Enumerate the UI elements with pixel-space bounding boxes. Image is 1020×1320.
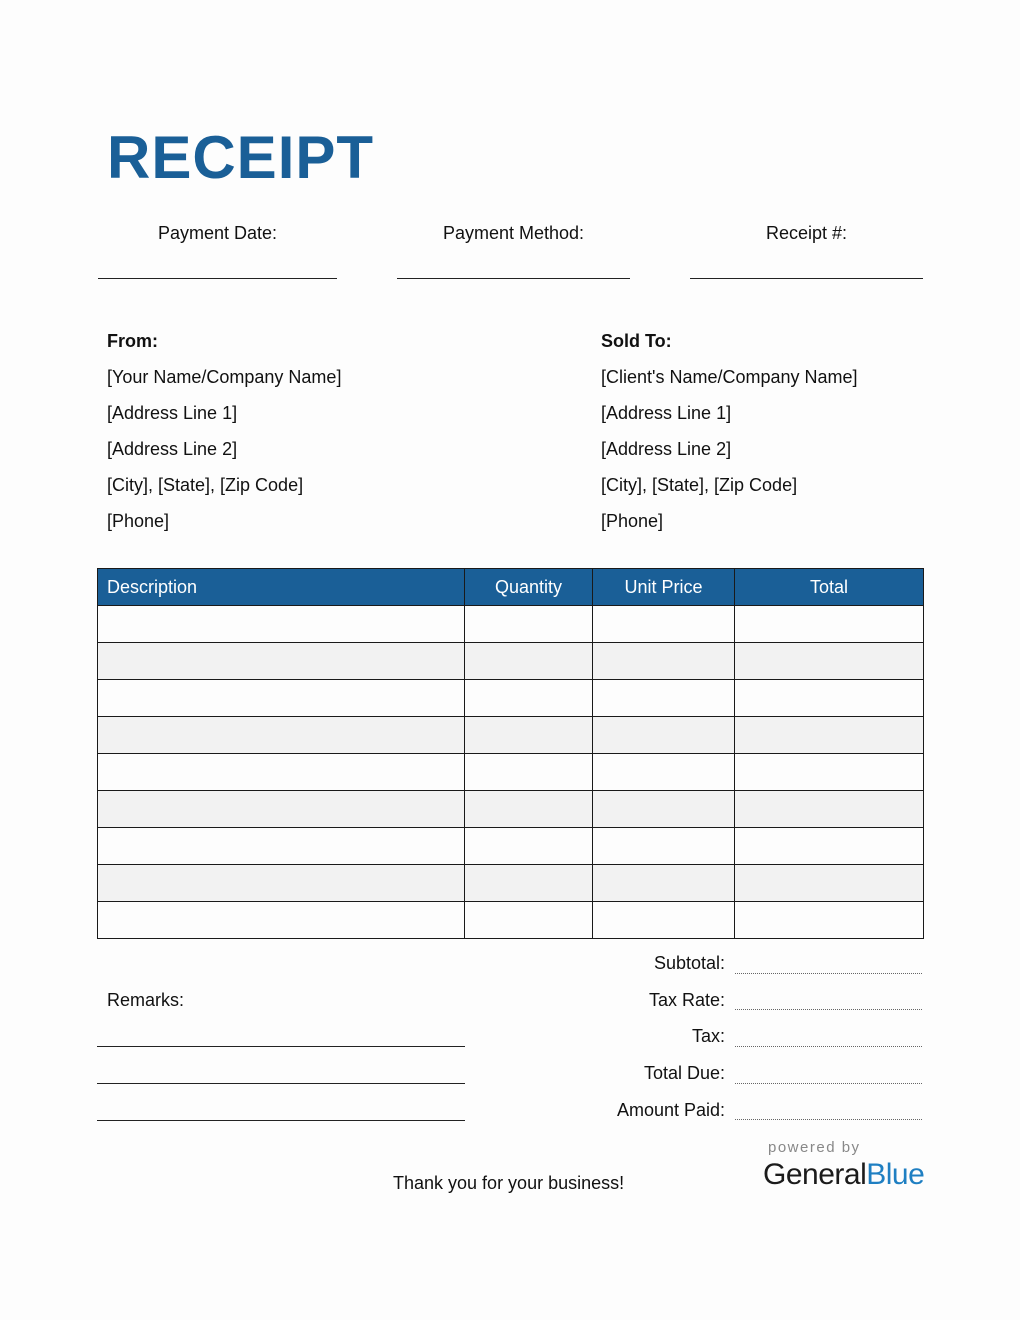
quantity-cell[interactable] (465, 606, 593, 643)
total-cell[interactable] (735, 791, 924, 828)
quantity-cell[interactable] (465, 717, 593, 754)
remarks-line-3[interactable] (97, 1120, 465, 1121)
receipt-number-line[interactable] (690, 278, 923, 279)
total-cell[interactable] (735, 717, 924, 754)
from-name: [Your Name/Company Name] (107, 367, 342, 387)
payment-method-label: Payment Method: (442, 223, 585, 243)
table-row (98, 717, 924, 754)
tax-rate-field[interactable] (735, 1009, 922, 1010)
unit-price-cell[interactable] (593, 902, 735, 939)
from-heading: From: (107, 331, 158, 351)
sold-to-heading: Sold To: (601, 331, 672, 351)
table-header-row (98, 569, 924, 606)
sold-to-phone: [Phone] (601, 511, 664, 531)
table-row (98, 680, 924, 717)
from-address-line-2: [Address Line 2] (107, 439, 238, 459)
total-due-label: Total Due: (643, 1063, 725, 1083)
description-cell[interactable] (98, 828, 465, 865)
description-cell[interactable] (98, 606, 465, 643)
tax-rate-label: Tax Rate: (648, 990, 725, 1010)
total-cell[interactable] (735, 606, 924, 643)
quantity-cell[interactable] (465, 902, 593, 939)
from-phone: [Phone] (107, 511, 170, 531)
unit-price-cell[interactable] (593, 680, 735, 717)
table-row (98, 902, 924, 939)
table-row (98, 828, 924, 865)
sold-to-city-state-zip: [City], [State], [Zip Code] (601, 475, 798, 495)
thank-you-message: Thank you for your business! (393, 1173, 625, 1193)
quantity-cell[interactable] (465, 643, 593, 680)
remarks-line-1[interactable] (97, 1046, 465, 1047)
payment-method-line[interactable] (397, 278, 630, 279)
from-address-line-1: [Address Line 1] (107, 403, 238, 423)
quantity-cell[interactable] (465, 865, 593, 902)
quantity-cell[interactable] (465, 754, 593, 791)
header-unit-price: Unit Price (593, 569, 735, 606)
description-cell[interactable] (98, 865, 465, 902)
description-cell[interactable] (98, 754, 465, 791)
unit-price-cell[interactable] (593, 606, 735, 643)
payment-date-line[interactable] (98, 278, 337, 279)
unit-price-cell[interactable] (593, 828, 735, 865)
logo-text-blue: Blue (866, 1158, 925, 1191)
unit-price-cell[interactable] (593, 643, 735, 680)
remarks-line-2[interactable] (97, 1083, 465, 1084)
logo-text-general: General (763, 1158, 867, 1191)
total-cell[interactable] (735, 828, 924, 865)
receipt-number-label: Receipt #: (765, 223, 848, 243)
description-cell[interactable] (98, 680, 465, 717)
unit-price-cell[interactable] (593, 865, 735, 902)
total-cell[interactable] (735, 865, 924, 902)
total-cell[interactable] (735, 680, 924, 717)
description-cell[interactable] (98, 643, 465, 680)
subtotal-field[interactable] (735, 973, 922, 974)
powered-by-text: powered by (768, 1139, 861, 1156)
from-city-state-zip: [City], [State], [Zip Code] (107, 475, 304, 495)
unit-price-cell[interactable] (593, 754, 735, 791)
remarks-label: Remarks: (107, 990, 185, 1010)
table-row (98, 791, 924, 828)
amount-paid-field[interactable] (735, 1119, 922, 1120)
header-description: Description (98, 569, 465, 606)
table-row (98, 606, 924, 643)
table-row (98, 865, 924, 902)
total-due-field[interactable] (735, 1083, 922, 1084)
sold-to-address-line-2: [Address Line 2] (601, 439, 732, 459)
description-cell[interactable] (98, 902, 465, 939)
total-cell[interactable] (735, 754, 924, 791)
items-table (97, 568, 924, 939)
description-cell[interactable] (98, 717, 465, 754)
unit-price-cell[interactable] (593, 717, 735, 754)
generalblue-logo (763, 1157, 924, 1193)
sold-to-name: [Client's Name/Company Name] (601, 367, 858, 387)
amount-paid-label: Amount Paid: (616, 1100, 725, 1120)
quantity-cell[interactable] (465, 828, 593, 865)
tax-label: Tax: (691, 1026, 725, 1046)
total-cell[interactable] (735, 643, 924, 680)
tax-field[interactable] (735, 1046, 922, 1047)
table-row (98, 754, 924, 791)
sold-to-address-line-1: [Address Line 1] (601, 403, 732, 423)
payment-date-label: Payment Date: (157, 223, 278, 243)
header-quantity: Quantity (465, 569, 593, 606)
unit-price-cell[interactable] (593, 791, 735, 828)
quantity-cell[interactable] (465, 680, 593, 717)
description-cell[interactable] (98, 791, 465, 828)
quantity-cell[interactable] (465, 791, 593, 828)
subtotal-label: Subtotal: (653, 953, 725, 973)
receipt-title: RECEIPT (107, 124, 375, 191)
table-row (98, 643, 924, 680)
total-cell[interactable] (735, 902, 924, 939)
header-total: Total (735, 569, 924, 606)
